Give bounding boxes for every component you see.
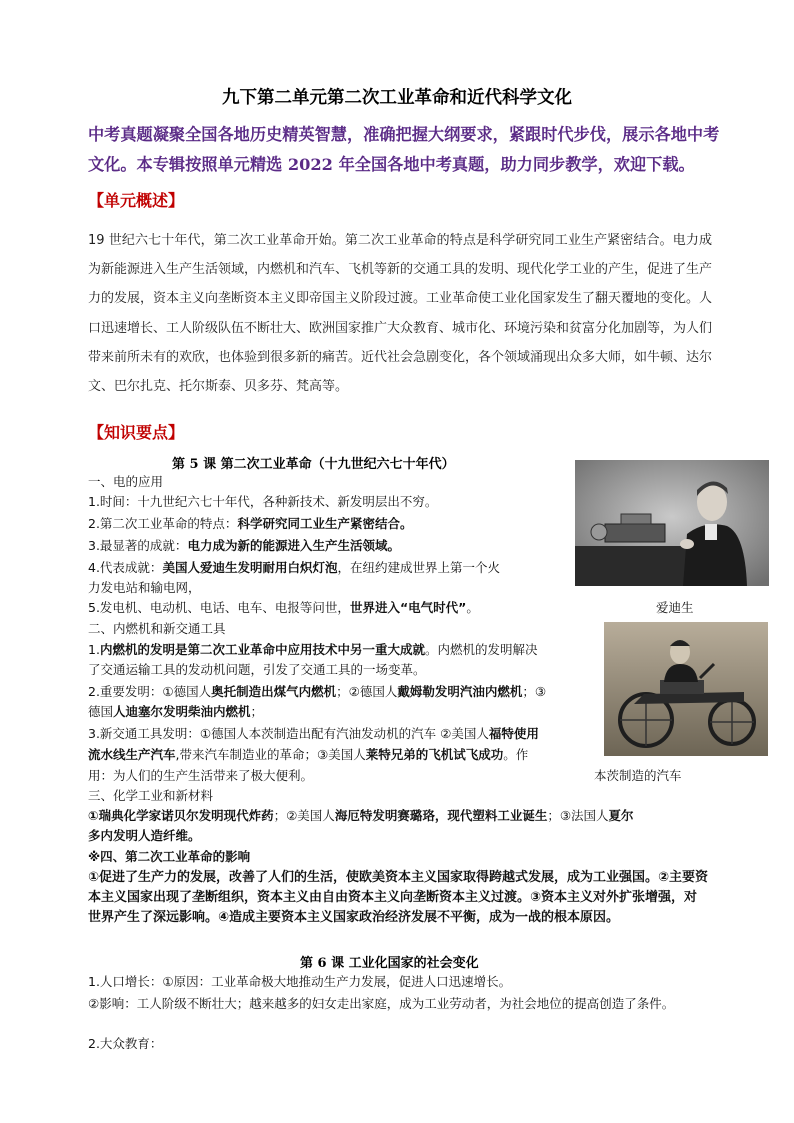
benz-car-icon: [604, 622, 768, 756]
bold-run: 福特使用: [488, 726, 539, 741]
text-run: ,带来汽车制造业的革命；③美国人: [175, 747, 366, 762]
text-line: 用：为人们的生产生活带来了极大便利。: [88, 768, 314, 783]
edison-portrait-icon: [575, 460, 769, 586]
text-run: 4.代表成就：: [88, 560, 163, 575]
text-line: [88, 514, 412, 534]
text-line: [88, 536, 400, 556]
text-run: 。内燃机的发明解决: [424, 642, 538, 657]
bold-run: ①瑞典化学家诺贝尔发明现代炸药: [88, 808, 274, 823]
text-line: 了交通运输工具的发动机问题，引发了交通工具的一场变革。: [88, 662, 426, 677]
text-line: [88, 682, 546, 702]
section-heading-overview: 【单元概述】: [88, 191, 185, 210]
car-caption: 本茨制造的汽车: [594, 768, 682, 783]
section-heading-key-points: 【知识要点】: [88, 423, 185, 442]
lesson6-title: 第 6 课 工业化国家的社会变化: [300, 956, 479, 971]
text-line: [88, 745, 528, 765]
subheading-chemical-industry: 三、化学工业和新材料: [88, 788, 214, 803]
text-line: [88, 640, 537, 660]
bold-run: 美国人爱迪生发明耐用白炽灯泡: [162, 560, 338, 575]
subheading-electricity: 一、电的应用: [88, 474, 164, 489]
text-line: [88, 724, 539, 744]
bold-run: 夏尔: [608, 808, 634, 823]
text-run: 2.第二次工业革命的特点：: [88, 516, 238, 531]
text-line: [88, 598, 479, 618]
bold-run: 戴姆勒发明汽油内燃机: [397, 684, 523, 699]
bold-run: 流水线生产汽车: [88, 747, 176, 762]
intro-paragraph: 中考真题凝聚全国各地历史精英智慧，准确把握大纲要求，紧跟时代步伐，展示各地中考文化。本专辑按照单元精选 2022 年全国各地中考真题，助力同步教学，欢迎下载。: [88, 125, 720, 174]
impact-paragraph: ①促进了生产力的发展，改善了人们的生活，使欧美资本主义国家取得跨越式发展，成为工业强国。②主要资本主义国家出现了垄断组织，资本主义由自由资本主义向垄断资本主义过渡。③资本主义对外扩张增强，对世界产生了深远影响。④造成主要资本主义国家政治经济发展不平衡，成为一战的根本原因。: [88, 870, 709, 925]
text-line: 1.人口增长：①原因：工业革命极大地推动生产力发展，促进人口迅速增长。: [88, 974, 512, 989]
lesson5-title: 第 5 课 第二次工业革命（十九世纪六七十年代）: [172, 457, 455, 472]
text-run: ，在纽约建成世界上第一个火: [337, 560, 500, 575]
text-run: ；③法国人: [547, 808, 609, 823]
bold-run: 海厄特发明赛璐珞，现代塑料工业诞生: [334, 808, 548, 823]
text-run: 3.最显著的成就：: [88, 538, 188, 553]
text-run: 1.: [88, 642, 100, 657]
text-line: [88, 702, 263, 722]
subheading-combustion-engine: 二、内燃机和新交通工具: [88, 621, 226, 636]
page-title: 九下第二单元第二次工业革命和近代科学文化: [222, 88, 572, 108]
text-run: 2.重要发明：①德国人: [88, 684, 212, 699]
text-line: 2.大众教育：: [88, 1036, 163, 1051]
bold-run: 内燃机的发明是第二次工业革命中应用技术中另一重大成就: [99, 642, 425, 657]
text-run: ；③: [522, 684, 547, 699]
text-run: 。作: [503, 747, 529, 762]
text-line: [88, 806, 634, 826]
text-run: 德国: [88, 704, 114, 719]
text-line: 力发电站和输电网，: [88, 580, 201, 595]
text-run: ；②德国人: [336, 684, 398, 699]
bold-run: 世界进入“电气时代”: [349, 600, 467, 615]
bold-run: 人迪塞尔发明柴油内燃机: [113, 704, 251, 719]
text-run: 3.新交通工具发明：①德国人本茨制造出配有汽油发动机的汽车 ②美国人: [88, 726, 489, 741]
bold-run: 电力成为新的能源进入生产生活领域。: [187, 538, 400, 553]
bold-run: 奥托制造出煤气内燃机: [211, 684, 337, 699]
text-line: 多内发明人造纤维。: [88, 828, 201, 843]
subheading-impact: ※四、第二次工业革命的影响: [88, 849, 251, 864]
text-run: 。: [466, 600, 479, 615]
text-line: 1.时间：十九世纪六七十年代，各种新技术、新发明层出不穷。: [88, 494, 438, 509]
text-run: ；②美国人: [273, 808, 335, 823]
benz-car-photo: [604, 622, 768, 756]
bold-run: 莱特兄弟的飞机试飞成功: [365, 747, 504, 762]
text-run: 5.发电机、电动机、电话、电车、电报等问世，: [88, 600, 350, 615]
edison-caption: 爱迪生: [656, 600, 694, 615]
text-line: [88, 558, 500, 578]
overview-paragraph: 19 世纪六七十年代，第二次工业革命开始。第二次工业革命的特点是科学研究同工业生产紧密结合。电力成为新能源进入生产生活领域，内燃机和汽车、飞机等新的交通工具的发明、现代化学工业的产生，促进了生产力的发展，资本主义向垄断资本主义即帝国主义阶段过渡。工业革命使工业化国家发生了翻天覆地的变化。人口迅速增长、工人阶级队伍不断壮大、欧洲国家推广大众教育、城市化、环境污染和贫富分化加剧等，为人们带来前所未有的欢欣，也体验到很多新的痛苦。近代社会急剧变化，各个领域涌现出众多大师，如牛顿、达尔文、巴尔扎克、托尔斯泰、贝多芬、梵高等。: [88, 233, 713, 395]
bold-run: 科学研究同工业生产紧密结合。: [237, 516, 413, 531]
text-run: ；: [250, 704, 264, 719]
edison-photo: [575, 460, 769, 586]
text-line: ②影响：工人阶级不断壮大；越来越多的妇女走出家庭，成为工业劳动者，为社会地位的提高创造了条件。: [88, 996, 675, 1011]
